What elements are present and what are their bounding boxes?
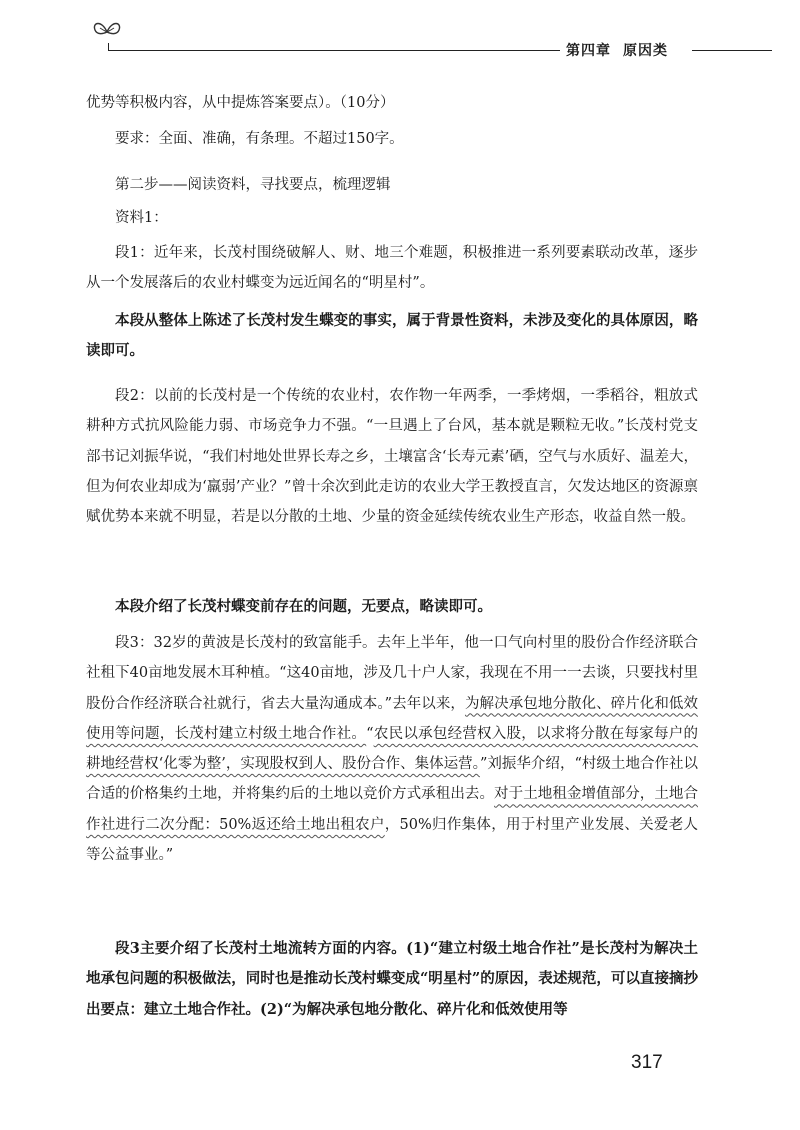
- paragraph-segment-2: 段2：以前的长茂村是一个传统的农业村，农作物一年两季，一季烤烟，一季稻谷，粗放式耕种方式抗风险能力弱、市场竞争力不强。“一旦遇上了台风，基本就是颗粒无收。”长茂村党支部书记刘振华说，“我们村地处世界长寿之乡，土壤富含‘长寿元素’硒，空气与水质好、温差大，但为何农业却成为‘羸弱’产业？”曾十余次到此走访的农业大学王教授直言，欠发达地区的资源禀赋优势本来就不明显，若是以分散的土地、少量的资金延续传统农业生产形态，收益自然一般。: [86, 388, 698, 526]
- page-number: 317: [631, 1052, 663, 1073]
- analysis-segment-3: 段3主要介绍了长茂村土地流转方面的内容。(1)“建立村级土地合作社”是长茂村为解决土地承包问题的积极做法，同时也是推动长茂村蝶变成“明星村”的原因，表述规范，可以直接摘抄出要点：建立土地合作社。(2)“为解决承包地分散化、碎片化和低效使用等: [86, 940, 698, 1018]
- chapter-label: 第四章: [566, 43, 611, 59]
- material-label: 资料1：: [115, 210, 168, 226]
- segment-3-underlined-2: 农民以承包经营权入股，以求将分散在每家每户的耕地经营权‘化零为整’，实现股权到人、股份合作、集体运营。: [86, 725, 698, 773]
- header-rule-right: [692, 50, 772, 51]
- analysis-segment-1: 本段从整体上陈述了长茂村发生蝶变的事实，属于背景性资料，未涉及变化的具体原因，略读即可。: [86, 312, 698, 360]
- segment-3-middle: ”刘振华介绍，“村级土地合作社以合适的价格集约土地，并将集约后的土地以竞价方式承租出去。: [86, 756, 699, 803]
- ornament-icon: [90, 18, 124, 40]
- segment-3-underlined-3: 对于土地租金增值部分，土地合作社进行二次分配：50%返还给土地出租农户: [86, 786, 698, 833]
- segment-3-intro: 段3：32岁的黄波是长茂村的致富能手。去年上半年，他一口气向村里的股份合作经济联合社租下40亩地发展木耳种植。“这40亩地，涉及几十户人家，我现在不用一一去谈，只要找村里股份合作经济联合社就行，省去大量沟通成本。”去年以来，: [86, 635, 698, 712]
- segment-3-underlined-1: 为解决承包地分散化、碎片化和低效使用等问题，长茂村建立村级土地合作社。: [86, 695, 698, 742]
- paragraph-segment-3: [86, 628, 698, 870]
- section-label: 原因类: [623, 43, 668, 59]
- analysis-segment-2: 本段介绍了长茂村蝶变前存在的问题，无要点，略读即可。: [115, 598, 492, 615]
- paragraph-requirements: 要求：全面、准确，有条理。不超过150字。: [115, 131, 404, 147]
- step-heading: 第二步——阅读资料，寻找要点，梳理逻辑: [115, 177, 391, 193]
- paragraph-segment-1: 段1：近年来，长茂村围绕破解人、财、地三个难题，积极推进一系列要素联动改革，逐步从一个发展落后的农业村蝶变为远近闻名的“明星村”。: [86, 245, 698, 292]
- header-rule-left: [108, 50, 560, 51]
- segment-3-end: ，50%归作集体，用于村里产业发展、关爱老人等公益事业。”: [86, 816, 698, 864]
- segment-3-quote-open: “: [366, 725, 374, 742]
- running-header: [566, 40, 680, 60]
- paragraph-continuation: 优势等积极内容，从中提炼答案要点）。（10分）: [86, 95, 395, 111]
